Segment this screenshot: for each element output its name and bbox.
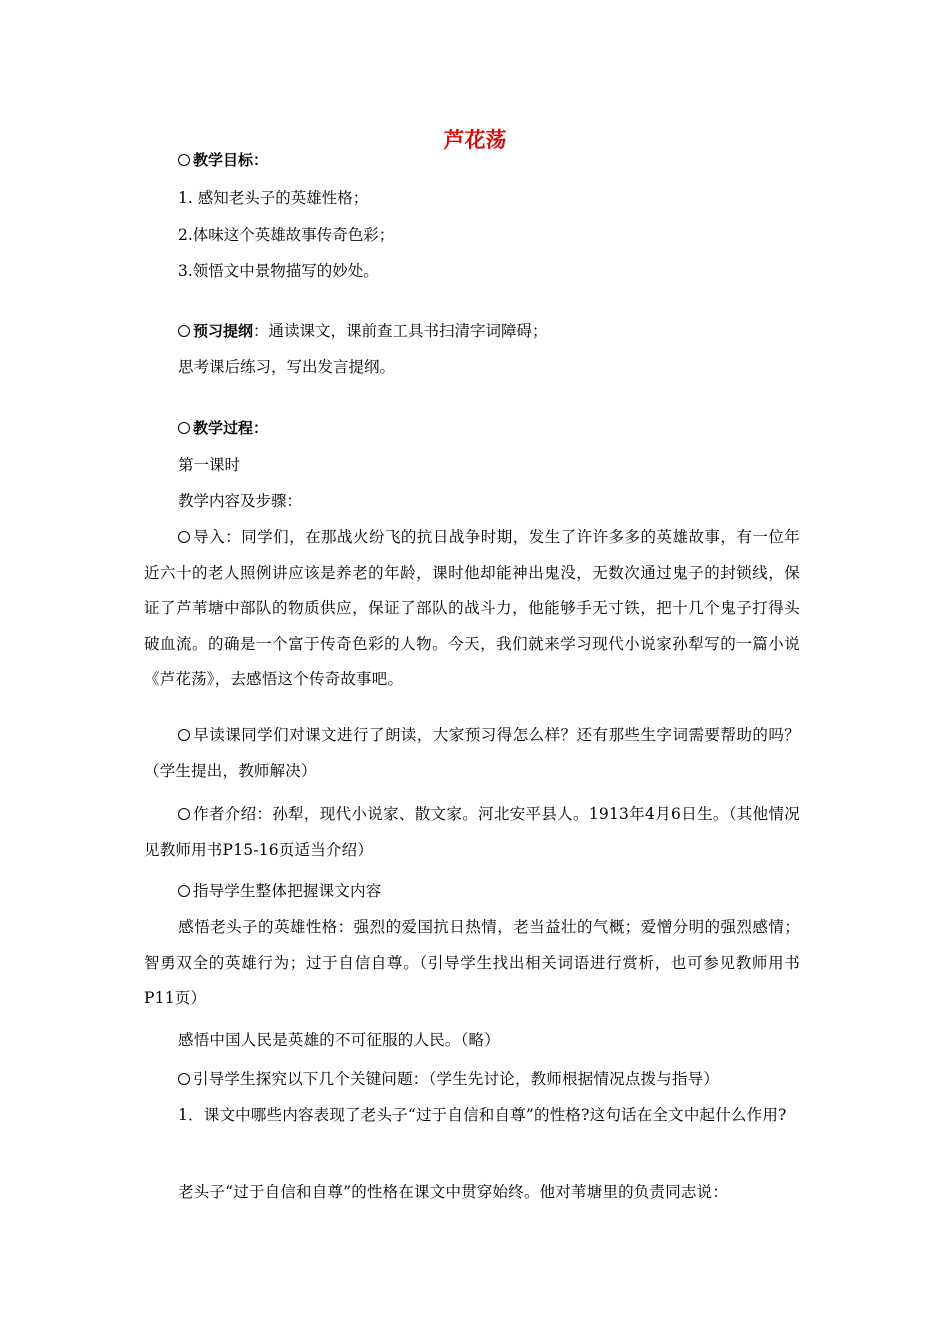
document-title: 芦花荡 (443, 128, 507, 152)
lesson-label: 第一课时 (178, 456, 241, 474)
author-text: 作者介绍：孙犁，现代小说家、散文家。河北安平县人。1913年4月6日生。（其他情况见教师用书P15-16页适当介绍） (144, 805, 800, 859)
preview-line (178, 321, 548, 341)
circle-bullet-icon (178, 729, 190, 741)
hero-paragraph (144, 910, 800, 1017)
circle-bullet-icon (178, 422, 190, 434)
objective-item: 3.领悟文中景物描写的妙处。 (178, 262, 379, 280)
circle-bullet-icon (178, 154, 190, 166)
process-heading: 教学过程： (193, 419, 269, 437)
objectives-heading: 教学目标： (193, 151, 269, 169)
preview-line-2: 思考课后练习，写出发言提纲。 (178, 358, 396, 376)
circle-bullet-icon (178, 531, 190, 543)
objective-item: 1. 感知老头子的英雄性格； (178, 189, 369, 207)
people-paragraph (144, 1023, 800, 1059)
objectives-heading-line (178, 150, 268, 170)
circle-bullet-icon (178, 325, 190, 337)
hero-text: 感悟老头子的英雄性格：强烈的爱国抗日热情，老当益壮的气概；爱憎分明的强烈感情；智勇双全的英雄行为；过于自信自尊。（引导学生找出相关词语进行赏析，也可参见教师用书P11页） (144, 918, 800, 1008)
steps-label: 教学内容及步骤： (178, 492, 303, 510)
process-heading-line (178, 418, 268, 438)
circle-bullet-icon (178, 885, 190, 897)
question-1-paragraph (144, 1098, 800, 1134)
guide-text: 指导学生整体把握课文内容 (193, 882, 382, 900)
circle-bullet-icon (178, 1073, 190, 1085)
preview-text: ：通读课文，课前查工具书扫清字词障碍； (253, 322, 548, 340)
explore-paragraph (144, 1062, 800, 1098)
people-text: 感悟中国人民是英雄的不可征服的人民。（略） (178, 1031, 500, 1049)
reading-text: 早读课同学们对课文进行了朗读，大家预习得怎么样？还有那些生字词需要帮助的吗？（学生提出，教师解决） (144, 726, 800, 780)
question-1-text: 1．课文中哪些内容表现了老头子“过于自信和自尊”的性格?这句话在全文中起什么作用? (178, 1106, 787, 1124)
author-paragraph (144, 797, 800, 868)
explore-text: 引导学生探究以下几个关键问题：（学生先讨论，教师根据情况点拨与指导） (193, 1070, 720, 1088)
intro-text: 导入：同学们，在那战火纷飞的抗日战争时期，发生了许许多多的英雄故事，有一位年近六十的老人照例讲应该是养老的年龄，课时他却能神出鬼没，无数次通过鬼子的封锁线，保证了芦苇塘中部队的物质供应，保证了部队的战斗力，他能够手无寸铁，把十几个鬼子打得头破血流。的确是一个富于传奇色彩的人物。今天，我们就来学习现代小说家孙犁写的一篇小说《芦花荡》，去感悟这个传奇故事吧。 (144, 528, 800, 689)
objective-item: 2.体味这个英雄故事传奇色彩； (178, 226, 395, 244)
guide-paragraph (144, 874, 800, 910)
circle-bullet-icon (178, 808, 190, 820)
intro-paragraph (144, 520, 800, 698)
preview-heading: 预习提纲 (193, 322, 254, 340)
reading-paragraph (144, 718, 800, 789)
answer-paragraph (144, 1175, 800, 1211)
answer-text: 老头子“过于自信和自尊”的性格在课文中贯穿始终。他对苇塘里的负责同志说： (178, 1183, 729, 1201)
